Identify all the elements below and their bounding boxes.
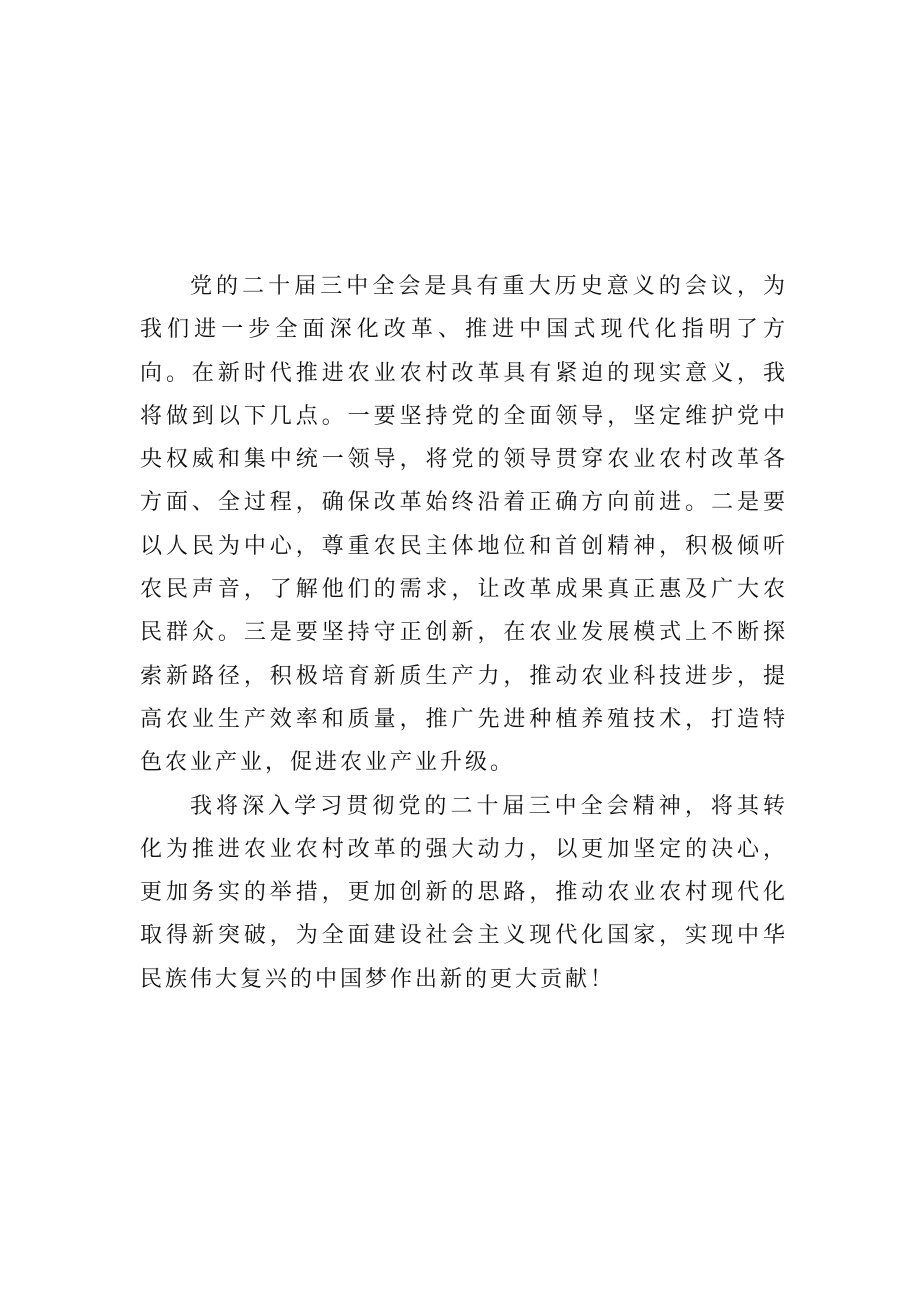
paragraph-2: 我将深入学习贯彻党的二十届三中全会精神，将其转化为推进农业农村改革的强大动力，以更加坚定的决心，更加务实的举措，更加创新的思路，推动农业农村现代化取得新突破，为全面建设社会主义现代化国家，实现中华民族伟大复兴的中国梦作出新的更大贡献！ xyxy=(140,793,788,992)
document-body xyxy=(140,265,788,1001)
paragraph-1: 党的二十届三中全会是具有重大历史意义的会议，为我们进一步全面深化改革、推进中国式现代化指明了方向。在新时代推进农业农村改革具有紧迫的现实意义，我将做到以下几点。一要坚持党的全面领导，坚定维护党中央权威和集中统一领导，将党的领导贯穿农业农村改革各方面、全过程，确保改革始终沿着正确方向前进。二是要以人民为中心，尊重农民主体地位和首创精神，积极倾听农民声音，了解他们的需求，让改革成果真正惠及广大农民群众。三是要坚持守正创新，在农业发展模式上不断探索新路径，积极培育新质生产力，推动农业科技进步，提高农业生产效率和质量，推广先进种植养殖技术，打造特色农业产业，促进农业产业升级。 xyxy=(140,274,788,776)
